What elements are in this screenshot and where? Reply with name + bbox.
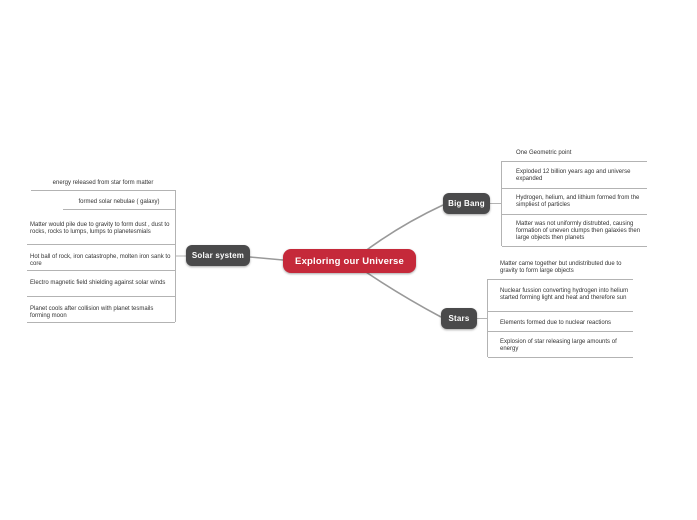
- root-node[interactable]: Exploring our Universe: [283, 249, 416, 273]
- leaf-bigbang-exploded[interactable]: Exploded 12 billion years ago and universe expanded: [502, 167, 647, 189]
- leaf-stars-explosion[interactable]: Explosion of star releasing large amounts of energy: [488, 337, 633, 358]
- leaf-bigbang-uneven-matter[interactable]: Matter was not uniformly distrubted, causing formation of uneven clumps then galaxies then large objects then planets: [502, 219, 647, 247]
- leaf-solar-energy-released[interactable]: energy released from star form matter: [31, 178, 175, 191]
- leaf-solar-matter-pile[interactable]: Matter would pile due to gravity to form dust , dust to rocks, rocks to lumps, lumps to planetesmials: [27, 220, 175, 245]
- leaf-bigbang-hydrogen-helium[interactable]: Hydrogen, helium, and lithium formed from the simpliest of particles: [502, 193, 647, 215]
- leaf-stars-matter-together[interactable]: Matter came together but undistributed due to gravity to form large objects: [488, 259, 633, 280]
- leaf-stars-elements-formed[interactable]: Elements formed due to nuclear reactions: [488, 318, 633, 332]
- branch-node-big-bang[interactable]: Big Bang: [443, 193, 490, 214]
- branch-node-solar-system[interactable]: Solar system: [186, 245, 250, 266]
- leaf-stars-nuclear-fusion[interactable]: Nuclear fussion converting hydrogen into helium started forming light and heat and therefore sun: [488, 286, 633, 312]
- leaf-bigbang-geometric-point[interactable]: One Geometric point: [502, 148, 647, 162]
- leaf-solar-hot-ball[interactable]: Hot ball of rock, iron catastrophe, molten iron sank to core: [27, 252, 175, 271]
- root-to-stars-line: [360, 268, 441, 317]
- leaf-solar-planet-cools[interactable]: Planet cools after collision with planet tesmails forming moon: [27, 304, 175, 323]
- root-to-solar-line: [250, 257, 283, 260]
- root-to-bigbang-line: [360, 205, 443, 255]
- leaf-solar-magnetic-field[interactable]: Electro magnetic field shielding against solar winds: [27, 278, 175, 297]
- leaf-solar-nebulae[interactable]: formed solar nebulae ( galaxy): [63, 197, 175, 210]
- branch-node-stars[interactable]: Stars: [441, 308, 477, 329]
